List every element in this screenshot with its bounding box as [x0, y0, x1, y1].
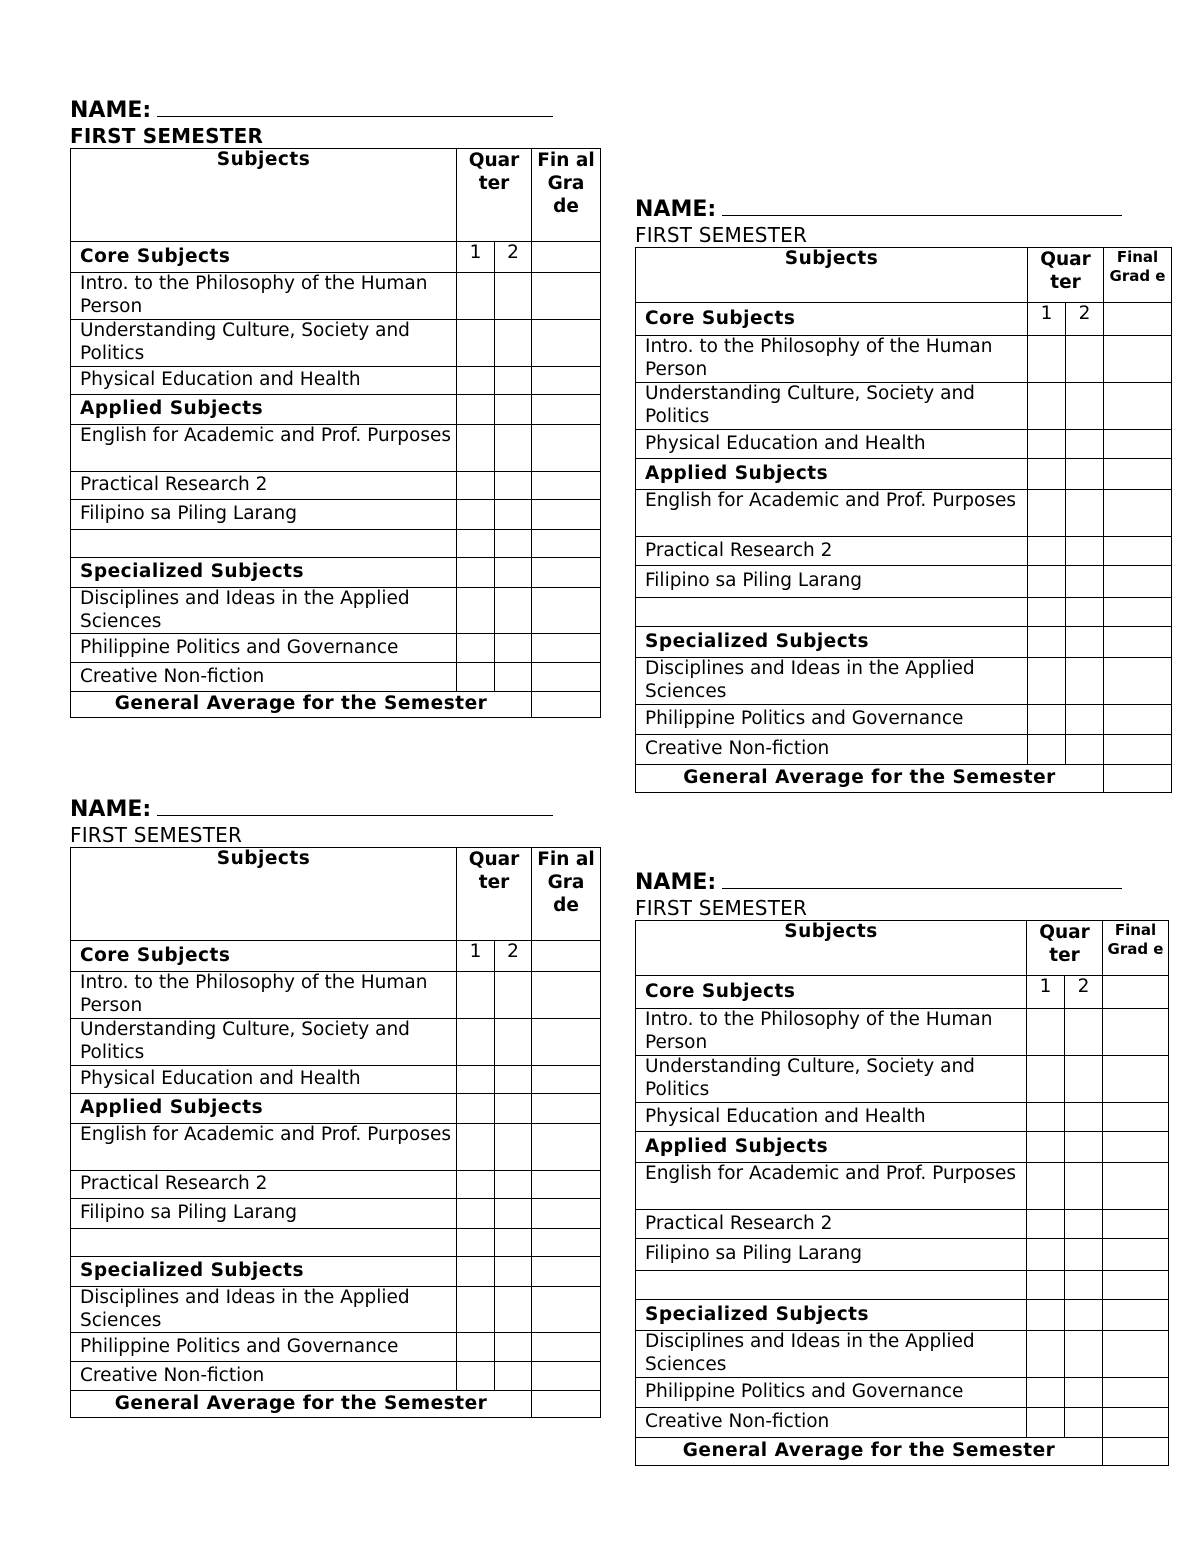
subject-name: Filipino sa Piling Larang	[636, 566, 1028, 598]
grade-cell[interactable]	[1027, 1271, 1065, 1300]
general-average-label: General Average for the Semester	[71, 692, 532, 718]
grade-cell[interactable]	[1027, 1103, 1065, 1132]
category-core: Core Subjects	[636, 303, 1028, 336]
grade-cell[interactable]	[457, 1199, 495, 1229]
grade-cell[interactable]	[495, 558, 532, 588]
grade-cell[interactable]	[532, 1333, 601, 1362]
category-core: Core Subjects	[636, 976, 1027, 1009]
category-specialized: Specialized Subjects	[636, 1300, 1027, 1331]
name-field	[635, 197, 1172, 223]
grade-cell[interactable]	[457, 367, 495, 395]
subject-name: English for Academic and Prof. Purposes	[71, 425, 457, 472]
grade-cell[interactable]	[457, 1257, 495, 1287]
grade-cell[interactable]	[1103, 1132, 1169, 1163]
subject-name: Intro. to the Philosophy of the Human Person	[636, 1009, 1027, 1056]
grade-cell[interactable]	[1103, 1103, 1169, 1132]
general-average-label: General Average for the Semester	[71, 1391, 532, 1418]
grade-cell[interactable]	[1027, 1132, 1065, 1163]
grade-cell[interactable]	[1103, 1239, 1169, 1271]
subject-name: Practical Research 2	[71, 472, 457, 500]
semester-title: FIRST SEMESTER	[70, 124, 264, 148]
grade-cell[interactable]	[1028, 430, 1066, 459]
subject-name: Philippine Politics and Governance	[636, 1378, 1027, 1408]
grade-cell[interactable]	[457, 1019, 495, 1066]
grade-cell[interactable]	[457, 1229, 495, 1257]
grade-cell[interactable]	[495, 367, 532, 395]
semester-title: FIRST SEMESTER	[635, 896, 808, 920]
name-blank-line[interactable]	[157, 797, 553, 816]
grade-cell[interactable]	[495, 1199, 532, 1229]
grade-cell[interactable]	[532, 1124, 601, 1171]
grade-cell[interactable]	[495, 663, 532, 692]
grade-cell[interactable]	[457, 588, 495, 634]
grade-cell[interactable]	[1066, 537, 1104, 566]
grade-cell[interactable]	[532, 972, 601, 1019]
subject-name: Practical Research 2	[636, 537, 1028, 566]
header-subjects: Subjects	[636, 921, 1027, 976]
grade-cell[interactable]	[1027, 1163, 1065, 1210]
grade-cell[interactable]	[532, 1287, 601, 1333]
quarter-1-label: 1	[457, 941, 495, 972]
grade-cell[interactable]	[495, 1287, 532, 1333]
grade-cell[interactable]	[457, 663, 495, 692]
subject-name: Filipino sa Piling Larang	[71, 1199, 457, 1229]
category-applied: Applied Subjects	[636, 1132, 1027, 1163]
grade-cell[interactable]	[495, 472, 532, 500]
general-average-cell[interactable]	[1103, 1438, 1169, 1466]
grade-cell[interactable]	[532, 634, 601, 663]
grade-cell[interactable]	[532, 242, 601, 273]
grade-cell[interactable]	[1103, 1331, 1169, 1378]
subject-name: Philippine Politics and Governance	[71, 1333, 457, 1362]
grade-cell[interactable]	[1103, 1271, 1169, 1300]
grade-cell[interactable]	[532, 663, 601, 692]
grade-cell[interactable]	[1103, 1163, 1169, 1210]
category-applied: Applied Subjects	[636, 459, 1028, 490]
grade-cell[interactable]	[532, 1229, 601, 1257]
general-average-cell[interactable]	[532, 692, 601, 718]
grade-cell[interactable]	[495, 500, 532, 530]
subject-name: Creative Non-fiction	[71, 663, 457, 692]
quarter-2-label: 2	[1065, 976, 1103, 1009]
grade-cell[interactable]	[495, 1333, 532, 1362]
general-average-label: General Average for the Semester	[636, 765, 1104, 793]
header-subjects: Subjects	[71, 848, 457, 941]
grade-cell[interactable]	[532, 1066, 601, 1094]
name-field	[70, 797, 601, 823]
grade-cell[interactable]	[457, 1287, 495, 1333]
grade-cell[interactable]	[532, 530, 601, 558]
subject-name: Physical Education and Health	[636, 1103, 1027, 1132]
subject-name: Understanding Culture, Society and Politics	[71, 320, 457, 367]
grade-cell[interactable]	[1066, 336, 1104, 383]
grade-cell[interactable]	[495, 1094, 532, 1124]
grade-cell[interactable]	[495, 1257, 532, 1287]
grade-cell[interactable]	[1066, 459, 1104, 490]
grade-cell[interactable]	[1104, 627, 1172, 658]
grade-cell[interactable]	[532, 588, 601, 634]
grade-cell[interactable]	[1066, 490, 1104, 537]
category-specialized: Specialized Subjects	[636, 627, 1028, 658]
subject-name: Understanding Culture, Society and Politics	[636, 383, 1028, 430]
grade-cell[interactable]	[532, 1171, 601, 1199]
grade-cell[interactable]	[1104, 383, 1172, 430]
grade-cell[interactable]	[1104, 459, 1172, 490]
grade-cell[interactable]	[1028, 658, 1066, 705]
grade-cell[interactable]	[1066, 627, 1104, 658]
grade-cell[interactable]	[1065, 1408, 1103, 1438]
general-average-cell[interactable]	[1104, 765, 1172, 793]
grade-cell[interactable]	[1065, 1103, 1103, 1132]
grade-cell[interactable]	[1066, 430, 1104, 459]
blank-subject-row[interactable]	[636, 1271, 1027, 1300]
subject-name: Physical Education and Health	[71, 367, 457, 395]
grade-cell[interactable]	[1065, 1331, 1103, 1378]
general-average-cell[interactable]	[532, 1391, 601, 1418]
subject-name: Filipino sa Piling Larang	[636, 1239, 1027, 1271]
subject-name: English for Academic and Prof. Purposes	[636, 490, 1028, 537]
subject-name: Physical Education and Health	[71, 1066, 457, 1094]
grade-cell[interactable]	[1066, 705, 1104, 735]
category-specialized: Specialized Subjects	[71, 1257, 457, 1287]
grade-cell[interactable]	[1028, 735, 1066, 765]
subject-name: Intro. to the Philosophy of the Human Person	[71, 972, 457, 1019]
grade-cell[interactable]	[495, 530, 532, 558]
grade-cell[interactable]	[495, 395, 532, 425]
grade-cell[interactable]	[1066, 566, 1104, 598]
grade-cell[interactable]	[1028, 598, 1066, 627]
grade-cell[interactable]	[1065, 1163, 1103, 1210]
semester-title: FIRST SEMESTER	[70, 823, 243, 847]
category-core: Core Subjects	[71, 941, 457, 972]
grade-cell[interactable]	[457, 1362, 495, 1391]
grade-cell[interactable]	[532, 1257, 601, 1287]
grade-cell[interactable]	[1065, 1132, 1103, 1163]
grade-cell[interactable]	[1104, 598, 1172, 627]
subject-name: Disciplines and Ideas in the Applied Sciences	[71, 1287, 457, 1333]
quarter-2-label: 2	[495, 242, 532, 273]
grade-cell[interactable]	[1027, 1239, 1065, 1271]
grade-cell[interactable]	[495, 1362, 532, 1391]
grade-cell[interactable]	[457, 530, 495, 558]
header-subjects: Subjects	[636, 248, 1028, 303]
grade-cell[interactable]	[532, 367, 601, 395]
grade-cell[interactable]	[532, 395, 601, 425]
subject-name: English for Academic and Prof. Purposes	[636, 1163, 1027, 1210]
header-quarter: Quar ter	[1028, 248, 1104, 303]
grade-cell[interactable]	[457, 395, 495, 425]
grade-cell[interactable]	[1103, 976, 1169, 1009]
grade-cell[interactable]	[495, 1066, 532, 1094]
header-quarter: Quar ter	[457, 848, 532, 941]
grade-cell[interactable]	[1027, 1331, 1065, 1378]
grade-cell[interactable]	[495, 320, 532, 367]
grade-card-bottom-left	[70, 797, 601, 1418]
grade-cell[interactable]	[495, 588, 532, 634]
grade-cell[interactable]	[532, 1094, 601, 1124]
blank-subject-row[interactable]	[636, 598, 1028, 627]
grade-cell[interactable]	[1065, 1009, 1103, 1056]
name-blank-line[interactable]	[722, 197, 1122, 216]
grade-cell[interactable]	[1104, 566, 1172, 598]
grade-cell[interactable]	[532, 1019, 601, 1066]
grade-cell[interactable]	[457, 558, 495, 588]
grade-cell[interactable]	[457, 1333, 495, 1362]
grade-cell[interactable]	[457, 1094, 495, 1124]
header-quarter: Quar ter	[457, 149, 532, 242]
subject-name: Disciplines and Ideas in the Applied Sciences	[636, 1331, 1027, 1378]
quarter-1-label: 1	[1028, 303, 1066, 336]
grade-cell[interactable]	[457, 273, 495, 320]
header-quarter: Quar ter	[1027, 921, 1103, 976]
grade-cell[interactable]	[457, 320, 495, 367]
subject-name: Practical Research 2	[636, 1210, 1027, 1239]
subject-name: Creative Non-fiction	[71, 1362, 457, 1391]
grade-cell[interactable]	[1027, 1378, 1065, 1408]
grades-table	[70, 847, 601, 1418]
grade-cell[interactable]	[1104, 705, 1172, 735]
grade-cell[interactable]	[495, 634, 532, 663]
grade-cell[interactable]	[1103, 1009, 1169, 1056]
grade-cell[interactable]	[1027, 1300, 1065, 1331]
name-label: NAME:	[70, 98, 152, 123]
grade-cell[interactable]	[1104, 658, 1172, 705]
grade-cell[interactable]	[1104, 537, 1172, 566]
grade-cell[interactable]	[457, 500, 495, 530]
grade-cell[interactable]	[1103, 1210, 1169, 1239]
grade-cell[interactable]	[1028, 490, 1066, 537]
grade-cell[interactable]	[532, 1362, 601, 1391]
category-applied: Applied Subjects	[71, 1094, 457, 1124]
grade-cell[interactable]	[1066, 598, 1104, 627]
quarter-1-label: 1	[457, 242, 495, 273]
grade-cell[interactable]	[1028, 459, 1066, 490]
blank-subject-row[interactable]	[71, 1229, 457, 1257]
grade-cell[interactable]	[1103, 1378, 1169, 1408]
grades-table	[635, 920, 1169, 1466]
header-final-grade: Fin al Gra de	[532, 848, 601, 941]
subject-name: Disciplines and Ideas in the Applied Sciences	[71, 588, 457, 634]
grade-cell[interactable]	[495, 425, 532, 472]
name-label: NAME:	[635, 197, 717, 222]
category-core: Core Subjects	[71, 242, 457, 273]
grade-cell[interactable]	[457, 972, 495, 1019]
grade-cell[interactable]	[1065, 1271, 1103, 1300]
semester-title: FIRST SEMESTER	[635, 223, 808, 247]
grade-cell[interactable]	[1065, 1210, 1103, 1239]
name-blank-line[interactable]	[157, 98, 553, 117]
grade-cell[interactable]	[495, 273, 532, 320]
grade-cell[interactable]	[1028, 627, 1066, 658]
grade-cell[interactable]	[1028, 537, 1066, 566]
grade-cell[interactable]	[532, 941, 601, 972]
grade-cell[interactable]	[1028, 566, 1066, 598]
name-field	[635, 870, 1169, 896]
grade-cell[interactable]	[1027, 1056, 1065, 1103]
grade-card-bottom-right	[635, 870, 1169, 1466]
grade-cell[interactable]	[1066, 383, 1104, 430]
grade-cell[interactable]	[1103, 1408, 1169, 1438]
grade-cell[interactable]	[1027, 1408, 1065, 1438]
blank-subject-row[interactable]	[71, 530, 457, 558]
grade-cell[interactable]	[1104, 336, 1172, 383]
grade-cell[interactable]	[457, 1124, 495, 1171]
name-field	[70, 98, 601, 124]
grade-cell[interactable]	[495, 972, 532, 1019]
header-final-grade: Final Grad e	[1103, 921, 1169, 976]
subject-name: Disciplines and Ideas in the Applied Sciences	[636, 658, 1028, 705]
grade-cell[interactable]	[532, 500, 601, 530]
grade-cell[interactable]	[1065, 1300, 1103, 1331]
grade-cell[interactable]	[1104, 490, 1172, 537]
subject-name: Intro. to the Philosophy of the Human Person	[636, 336, 1028, 383]
grade-cell[interactable]	[532, 558, 601, 588]
subject-name: Intro. to the Philosophy of the Human Person	[71, 273, 457, 320]
grade-cell[interactable]	[1027, 1210, 1065, 1239]
subject-name: Creative Non-fiction	[636, 1408, 1027, 1438]
grade-cell[interactable]	[495, 1171, 532, 1199]
name-label: NAME:	[635, 870, 717, 895]
grade-cell[interactable]	[532, 320, 601, 367]
grade-cell[interactable]	[1066, 658, 1104, 705]
grade-cell[interactable]	[457, 1066, 495, 1094]
subject-name: English for Academic and Prof. Purposes	[71, 1124, 457, 1171]
grade-cell[interactable]	[532, 425, 601, 472]
grade-cell[interactable]	[495, 1229, 532, 1257]
grade-cell[interactable]	[1103, 1056, 1169, 1103]
subject-name: Understanding Culture, Society and Politics	[71, 1019, 457, 1066]
grade-cell[interactable]	[495, 1019, 532, 1066]
grade-cell[interactable]	[532, 1199, 601, 1229]
grade-cell[interactable]	[1028, 383, 1066, 430]
grade-cell[interactable]	[1103, 1300, 1169, 1331]
grade-cell[interactable]	[457, 1171, 495, 1199]
grade-cell[interactable]	[532, 273, 601, 320]
grade-cell[interactable]	[457, 472, 495, 500]
subject-name: Practical Research 2	[71, 1171, 457, 1199]
grade-cell[interactable]	[1027, 1009, 1065, 1056]
grade-cell[interactable]	[1104, 735, 1172, 765]
subject-name: Creative Non-fiction	[636, 735, 1028, 765]
grade-cell[interactable]	[1066, 735, 1104, 765]
quarter-2-label: 2	[495, 941, 532, 972]
grade-card-top-right	[635, 197, 1172, 793]
grade-cell[interactable]	[1028, 336, 1066, 383]
grade-cell[interactable]	[532, 472, 601, 500]
grade-cell[interactable]	[1065, 1378, 1103, 1408]
header-final-grade: Final Grad e	[1104, 248, 1172, 303]
grade-cell[interactable]	[457, 425, 495, 472]
grade-cell[interactable]	[495, 1124, 532, 1171]
grades-table	[70, 148, 601, 718]
subject-name: Understanding Culture, Society and Politics	[636, 1056, 1027, 1103]
header-final-grade: Fin al Gra de	[532, 149, 601, 242]
grade-cell[interactable]	[1028, 705, 1066, 735]
category-specialized: Specialized Subjects	[71, 558, 457, 588]
name-label: NAME:	[70, 797, 152, 822]
grade-cell[interactable]	[1065, 1056, 1103, 1103]
general-average-label: General Average for the Semester	[636, 1438, 1103, 1466]
quarter-2-label: 2	[1066, 303, 1104, 336]
header-subjects: Subjects	[71, 149, 457, 242]
grades-table	[635, 247, 1172, 793]
grade-cell[interactable]	[1065, 1239, 1103, 1271]
quarter-1-label: 1	[1027, 976, 1065, 1009]
subject-name: Philippine Politics and Governance	[71, 634, 457, 663]
subject-name: Philippine Politics and Governance	[636, 705, 1028, 735]
subject-name: Physical Education and Health	[636, 430, 1028, 459]
grade-card-top-left	[70, 98, 601, 718]
category-applied: Applied Subjects	[71, 395, 457, 425]
grade-cell[interactable]	[457, 634, 495, 663]
grade-cell[interactable]	[1104, 430, 1172, 459]
name-blank-line[interactable]	[722, 870, 1122, 889]
subject-name: Filipino sa Piling Larang	[71, 500, 457, 530]
grade-cell[interactable]	[1104, 303, 1172, 336]
